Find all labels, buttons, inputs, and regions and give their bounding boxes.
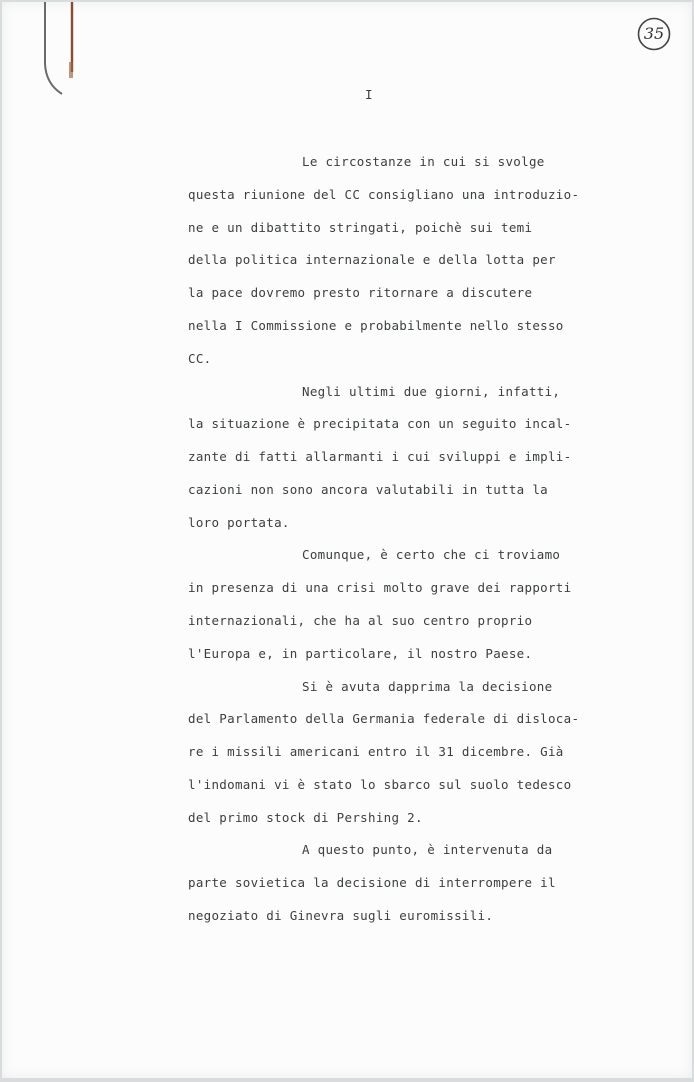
text-line: l'indomani vi è stato lo sbarco sul suolo tedesco <box>188 777 572 792</box>
text-line: l'Europa e, in particolare, il nostro Paese. <box>188 646 533 661</box>
text-line: negoziato di Ginevra sugli euromissili. <box>188 908 494 923</box>
text-line: internazionali, che ha al suo centro proprio <box>188 613 533 628</box>
text-line: la situazione è precipitata con un seguito incal- <box>188 416 572 431</box>
text-line: nella I Commissione e probabilmente nello stesso <box>188 318 564 333</box>
text-line: Le circostanze in cui si svolge <box>302 154 545 169</box>
text-line: della politica internazionale e della lotta per <box>188 252 556 267</box>
text-line: re i missili americani entro il 31 dicembre. Già <box>188 744 564 759</box>
page-number-stamp: 35 <box>643 24 665 43</box>
document-page <box>2 2 692 1078</box>
text-line: A questo punto, è intervenuta da <box>302 842 553 857</box>
text-line: del Parlamento della Germania federale di disloca- <box>188 711 580 726</box>
text-line: zante di fatti allarmanti i cui sviluppi e impli- <box>188 449 572 464</box>
text-line: loro portata. <box>188 515 290 530</box>
text-line: CC. <box>188 351 212 366</box>
binder-clip-mark <box>38 2 78 102</box>
text-line: Negli ultimi due giorni, infatti, <box>302 384 561 399</box>
text-line: questa riunione del CC consigliano una introduzio- <box>188 187 580 202</box>
text-line: in presenza di una crisi molto grave dei rapporti <box>188 580 572 595</box>
text-line: Comunque, è certo che ci troviamo <box>302 547 561 562</box>
text-line: del primo stock di Pershing 2. <box>188 810 423 825</box>
section-heading: I <box>365 87 373 102</box>
text-line: Si è avuta dapprima la decisione <box>302 679 553 694</box>
text-line: ne e un dibattito stringati, poichè sui temi <box>188 220 533 235</box>
text-line: la pace dovremo presto ritornare a discutere <box>188 285 533 300</box>
text-line: parte sovietica la decisione di interrompere il <box>188 875 556 890</box>
text-line: cazioni non sono ancora valutabili in tutta la <box>188 482 548 497</box>
